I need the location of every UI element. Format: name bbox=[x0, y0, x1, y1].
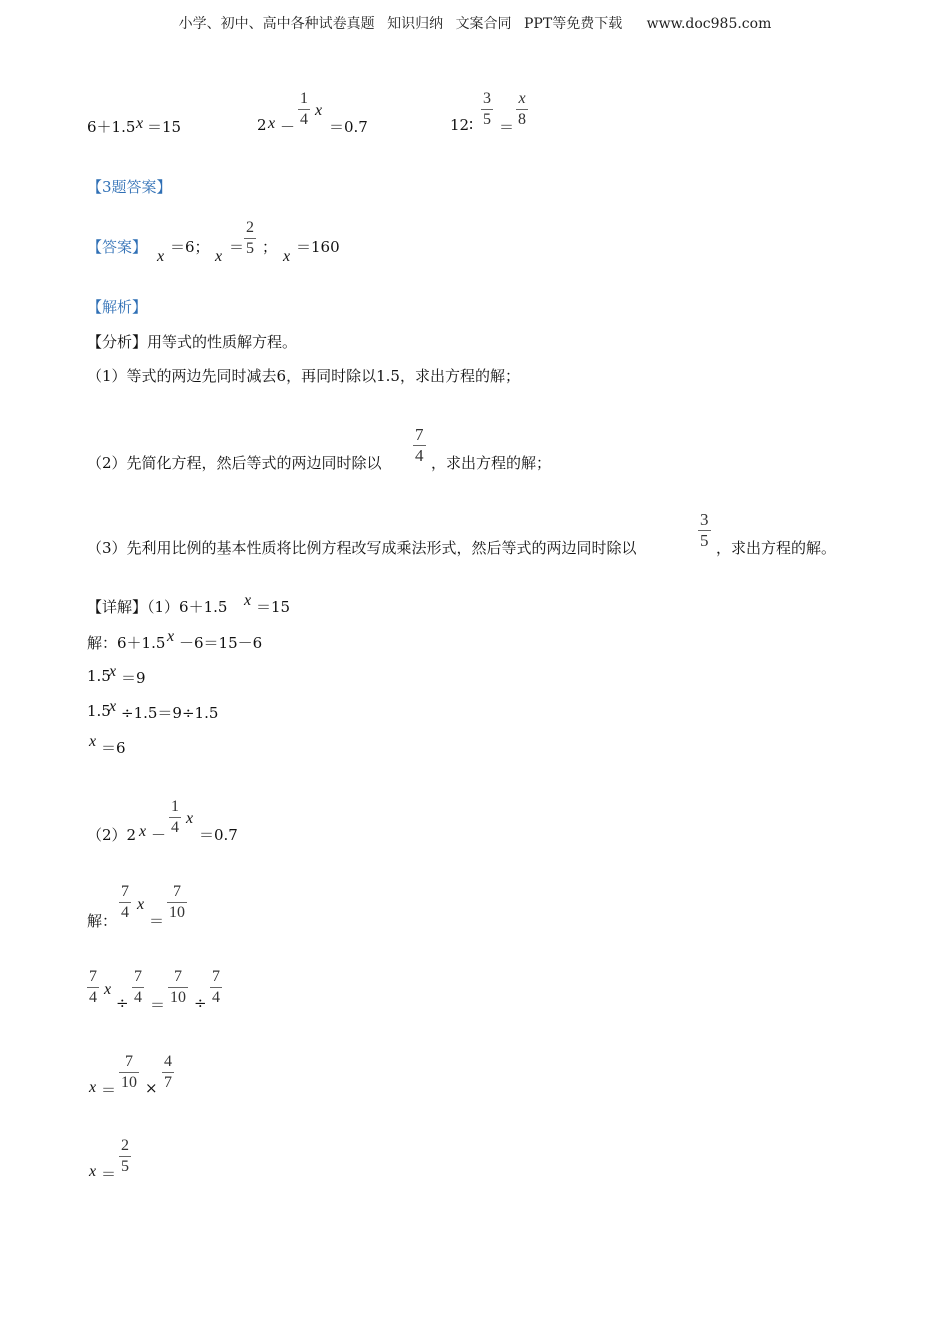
p2-rhs: ＝0.7 bbox=[199, 826, 238, 844]
answer-equals-2: ＝ bbox=[229, 238, 245, 256]
answer-label: 【答案】 bbox=[87, 238, 148, 256]
analysis-label: 【解析】 bbox=[87, 298, 148, 316]
var-x: x bbox=[283, 248, 291, 265]
var-x: x bbox=[109, 663, 117, 680]
fraction-seven-tenths: 7 10 bbox=[121, 1053, 137, 1091]
var-x: x bbox=[109, 698, 117, 715]
detail-l2-pre: 1.5 bbox=[87, 667, 111, 685]
divide: ÷ bbox=[194, 994, 207, 1012]
times: × bbox=[145, 1079, 158, 1097]
equals: ＝ bbox=[101, 1081, 117, 1099]
fraction-one-fourth: 1 4 bbox=[300, 90, 308, 128]
answer-value-3: ＝160 bbox=[296, 238, 340, 256]
fraction-seven-fourths: 7 4 bbox=[212, 968, 220, 1006]
eq3-equals: ＝ bbox=[499, 118, 515, 136]
detail-l3-pre: 1.5 bbox=[87, 702, 111, 720]
detail-label: 【详解】（1）6＋1.5 bbox=[87, 598, 228, 616]
step2-text: （2）先简化方程，然后等式的两边同时除以 bbox=[87, 454, 382, 472]
page-header bbox=[0, 13, 950, 33]
detail-l2-post: ＝9 bbox=[121, 669, 146, 687]
eq1-text: 6＋1.5 bbox=[87, 118, 136, 136]
p2-lead: （2）2 bbox=[87, 826, 137, 844]
eq1-rhs: ＝15 bbox=[147, 118, 182, 136]
header-text-3: 文案合同 bbox=[455, 16, 512, 32]
fraction-x-over-eight: x 8 bbox=[518, 90, 526, 128]
fraction-seven-tenths: 7 10 bbox=[170, 968, 186, 1006]
fraction-three-fifths: 3 5 bbox=[700, 510, 709, 550]
var-x: x bbox=[215, 248, 223, 265]
fraction-seven-fourths: 7 4 bbox=[134, 968, 142, 1006]
var-x: x bbox=[136, 115, 144, 132]
eq2-lead: 2 bbox=[257, 116, 267, 134]
detail-l3-post: ÷1.5＝9÷1.5 bbox=[121, 704, 219, 722]
var-x: x bbox=[89, 1163, 97, 1180]
fraction-seven-tenths: 7 10 bbox=[169, 883, 185, 921]
divide: ÷ bbox=[116, 994, 129, 1012]
var-x: x bbox=[167, 628, 175, 645]
fraction-seven-fourths: 7 4 bbox=[121, 883, 129, 921]
eq2-minus: － bbox=[280, 118, 296, 136]
step3-tail: ，求出方程的解。 bbox=[716, 539, 837, 557]
header-site[interactable]: www.doc985.com bbox=[646, 16, 772, 32]
var-x: x bbox=[268, 115, 276, 132]
var-x: x bbox=[157, 248, 165, 265]
p2-l1-pre: 解： bbox=[87, 912, 118, 930]
fraction-seven-fourths: 7 4 bbox=[415, 425, 424, 465]
fraction-two-fifths: 2 5 bbox=[121, 1137, 129, 1175]
detail-l1-pre: 解：6＋1.5 bbox=[87, 634, 166, 652]
eq3-lead: 12∶ bbox=[450, 116, 473, 134]
fraction-seven-fourths: 7 4 bbox=[89, 968, 97, 1006]
var-x: x bbox=[89, 1079, 97, 1096]
fraction-four-sevenths: 4 7 bbox=[164, 1053, 172, 1091]
header-text-2: 知识归纳 bbox=[387, 16, 444, 32]
header-text-4: PPT等免费下载 bbox=[524, 16, 623, 32]
detail-rhs: ＝15 bbox=[256, 598, 291, 616]
equals: ＝ bbox=[149, 912, 165, 930]
var-x: x bbox=[89, 733, 97, 750]
analysis-step-1: （1）等式的两边先同时减去6，再同时除以1.5，求出方程的解； bbox=[87, 367, 520, 385]
var-x: x bbox=[315, 102, 323, 119]
answer-sep: ； bbox=[262, 238, 278, 256]
answer-value-1: ＝6； bbox=[170, 238, 210, 256]
var-x: x bbox=[104, 981, 112, 998]
answer-section-label: 【3题答案】 bbox=[87, 178, 172, 196]
detail-l4-post: ＝6 bbox=[101, 739, 126, 757]
step3-text: （3）先利用比例的基本性质将比例方程改写成乘法形式，然后等式的两边同时除以 bbox=[87, 539, 637, 557]
var-x: x bbox=[137, 896, 145, 913]
step2-tail: ，求出方程的解； bbox=[431, 454, 552, 472]
header-text-1: 小学、初中、高中各种试卷真题 bbox=[178, 16, 375, 32]
var-x: x bbox=[139, 823, 147, 840]
equals: ＝ bbox=[101, 1165, 117, 1183]
fraction-two-fifths: 2 5 bbox=[246, 219, 254, 257]
analysis-intro: 【分析】用等式的性质解方程。 bbox=[87, 333, 298, 351]
detail-l1-post: －6＝15－6 bbox=[179, 634, 263, 652]
p2-minus: － bbox=[151, 826, 167, 844]
fraction-one-fourth: 1 4 bbox=[171, 798, 179, 836]
var-x: x bbox=[244, 592, 252, 609]
eq2-rhs: ＝0.7 bbox=[329, 118, 368, 136]
equals: ＝ bbox=[150, 996, 166, 1014]
var-x: x bbox=[186, 810, 194, 827]
fraction-three-fifths: 3 5 bbox=[483, 90, 491, 128]
